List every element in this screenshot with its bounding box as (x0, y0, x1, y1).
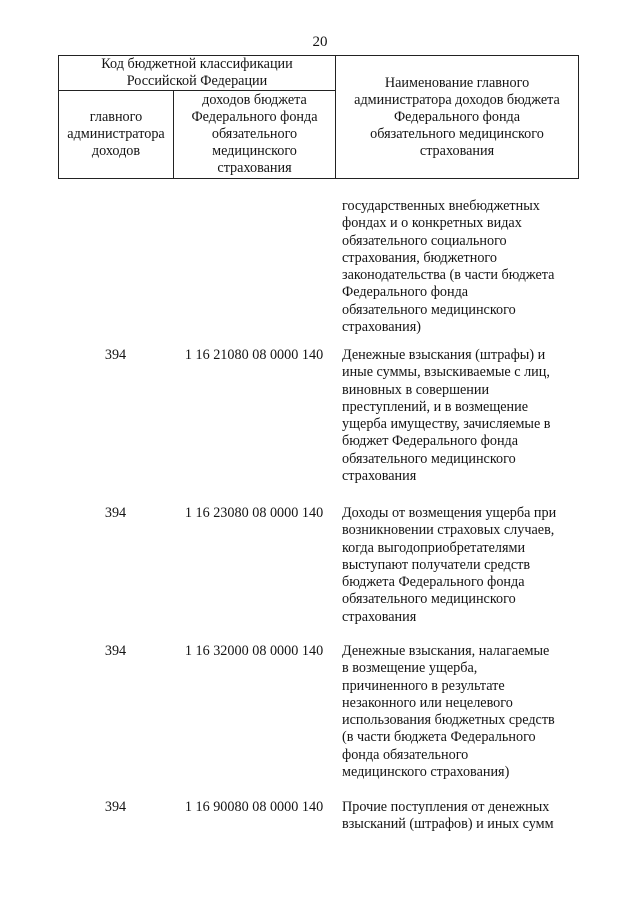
description-line: Прочие поступления от денежных (342, 799, 550, 815)
budget-code: 1 16 90080 08 0000 140 (184, 799, 324, 815)
admin-column-header (59, 91, 174, 179)
admin-code: 394 (104, 347, 127, 363)
kbk-group-line: Код бюджетной классификации (101, 56, 293, 72)
description-line: государственных внебюджетных (342, 198, 540, 214)
description-line: (в части бюджета Федерального (342, 729, 536, 746)
admin-code: 394 (104, 505, 127, 521)
description-line: обязательного медицинского (342, 301, 516, 318)
admin-header-line: администратора (67, 126, 165, 142)
budget-code: 1 16 32000 08 0000 140 (184, 643, 324, 659)
description-line: Федерального фонда (342, 284, 469, 301)
revenue-header-line: доходов бюджета (202, 92, 307, 108)
description-line: использования бюджетных средств (342, 712, 555, 729)
description-line: взысканий (штрафов) и иных сумм (342, 816, 554, 833)
description-line: страхования (342, 468, 417, 485)
admin-code: 394 (104, 799, 127, 815)
name-header-line: Наименование главного (384, 74, 530, 91)
revenue-header-line: страхования (217, 160, 292, 176)
description-line: в возмещение ущерба, (342, 660, 478, 677)
description-line: возникновении страховых случаев, (342, 522, 555, 539)
description-line: медицинского страхования) (342, 764, 510, 781)
page-number: 20 (312, 34, 328, 50)
description-line: фонда обязательного (342, 746, 469, 763)
description-line: незаконного или нецелевого (342, 694, 513, 711)
description-line: фондах и о конкретных видах (342, 215, 522, 232)
description-line: преступлений, и в возмещение (342, 398, 529, 415)
description-line: страхования, бюджетного (342, 249, 497, 266)
revenue-header-line: Федерального фонда (191, 109, 318, 125)
revenue-description (342, 505, 577, 626)
revenue-description (342, 198, 577, 336)
description-line: виновных в совершении (342, 381, 490, 398)
name-header-line: администратора доходов бюджета (354, 91, 560, 108)
name-header-line: обязательного медицинского (370, 125, 544, 142)
budget-code: 1 16 23080 08 0000 140 (184, 505, 324, 521)
revenue-header-line: медицинского (212, 143, 297, 159)
revenue-header-line: обязательного (211, 126, 298, 142)
description-line: законодательства (в части бюджета (342, 267, 555, 284)
budget-code: 1 16 21080 08 0000 140 (184, 347, 324, 363)
description-line: выступают получатели средств (342, 556, 531, 573)
name-header-line: Федерального фонда (393, 108, 521, 125)
description-line: когда выгодоприобретателями (342, 539, 526, 556)
revenue-description (342, 799, 577, 834)
description-line: Денежные взыскания, налагаемые (342, 643, 550, 659)
description-line: обязательного медицинского (342, 591, 516, 608)
description-line: страхования (342, 608, 417, 625)
kbk-group-header (59, 56, 336, 91)
revenue-description (342, 347, 577, 485)
admin-code: 394 (104, 643, 127, 659)
description-line: обязательного социального (342, 232, 507, 249)
revenue-description (342, 643, 577, 781)
description-line: ущерба имуществу, зачисляемые в (342, 416, 551, 433)
description-line: Денежные взыскания (штрафы) и (342, 347, 546, 363)
description-line: страхования) (342, 319, 421, 336)
description-line: причиненного в результате (342, 677, 505, 694)
description-line: иные суммы, взыскиваемые с лиц, (342, 364, 550, 381)
revenue-column-header (174, 91, 336, 179)
admin-header-line: доходов (91, 143, 141, 159)
name-column-header (336, 56, 579, 179)
description-line: бюджета Федерального фонда (342, 574, 525, 591)
kbk-group-line: Российской Федерации (126, 73, 268, 89)
description-line: Доходы от возмещения ущерба при (342, 505, 557, 521)
table-header (58, 55, 579, 179)
description-line: обязательного медицинского (342, 450, 516, 467)
description-line: бюджет Федерального фонда (342, 433, 519, 450)
name-header-line: страхования (419, 142, 495, 159)
admin-header-line: главного (89, 109, 143, 125)
